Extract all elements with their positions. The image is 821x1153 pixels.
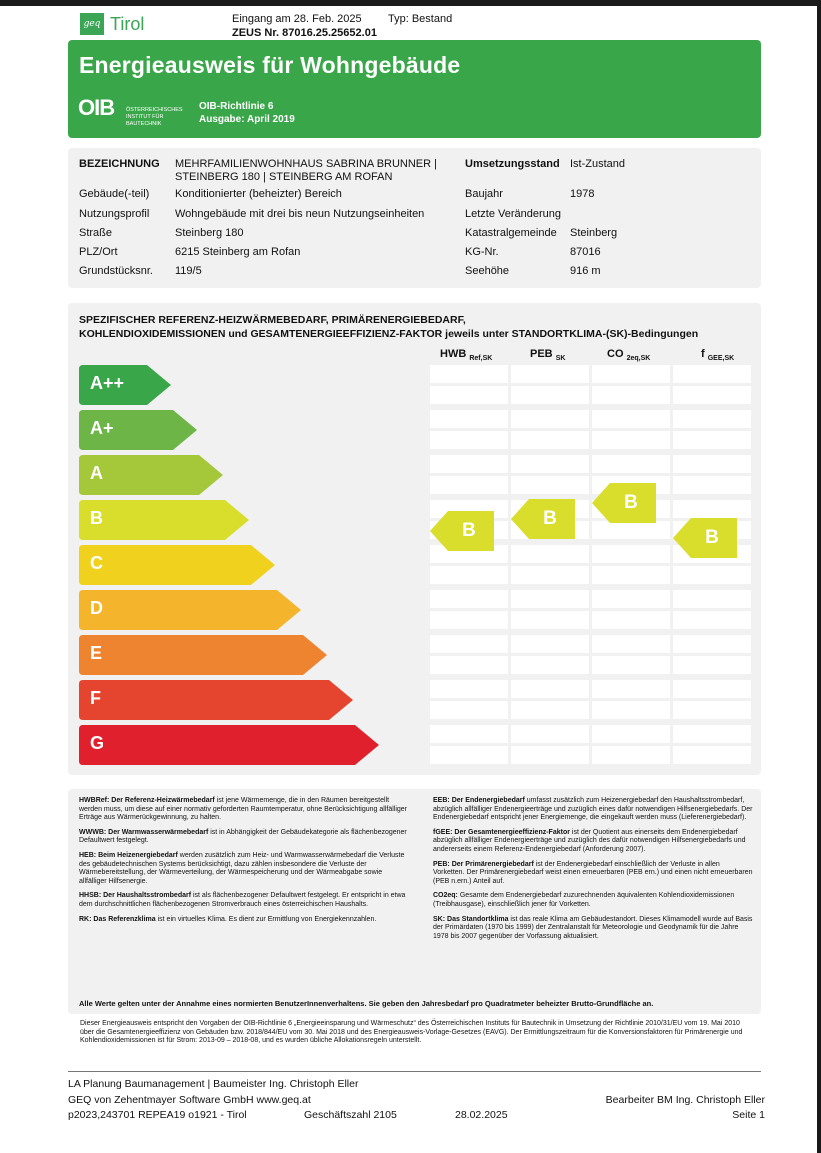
- class-label: A+: [90, 418, 114, 438]
- legend-panel: [68, 789, 761, 1014]
- value-gebaeude: Konditionierter (beheizter) Bereich: [175, 188, 342, 200]
- grid-cell: [592, 656, 670, 674]
- label-katastralgemeinde: Katastralgemeinde: [465, 227, 557, 239]
- grid-cell: [511, 386, 589, 404]
- grid-cell: [673, 431, 751, 449]
- label-strasse: Straße: [79, 227, 113, 239]
- grid-cell: [673, 611, 751, 629]
- value-katastralgemeinde: Steinberg: [570, 227, 618, 239]
- grid-cell: [430, 635, 508, 653]
- rating-marker-co2: [592, 483, 670, 523]
- grid-cell: [592, 701, 670, 719]
- title-banner: [68, 40, 761, 138]
- class-bar-aplus: [79, 410, 197, 450]
- energy-title-line2: KOHLENDIOXIDEMISSIONEN und GESAMTENERGIEEFFIZIENZ-FAKTOR jeweils unter STANDORTKLIMA-(SK)-Bedingungen: [79, 328, 699, 340]
- col-header-fgee: f $_{GEE,SK}$: [701, 348, 735, 363]
- edition: Ausgabe: April 2019: [199, 114, 295, 125]
- grid-cell: [511, 431, 589, 449]
- grid-cell: [673, 566, 751, 584]
- rating-value: B: [462, 520, 476, 541]
- grid-cell: [592, 521, 670, 539]
- legend-heb: HEB: Beim Heizenergiebedarf werden zusätzlich zum Heiz- und Warmwasserwärmebedarf die Verluste des gebäudetechnischen Systems berücksichtigt, dazu zählen insbesondere die Verluste der Wärmebereitstellung, der Wärmeverteilung, der Wärmespeicherung und der Wärmeabgabe sowie allfälliger Hilfsenergie.: [79, 851, 405, 885]
- grid-cell: [673, 476, 751, 494]
- value-nutzungsprofil: Wohngebäude mit drei bis neun Nutzungseinheiten: [175, 208, 425, 220]
- grid-cell: [673, 656, 751, 674]
- class-label: E: [90, 643, 103, 663]
- energy-title-line1: SPEZIFISCHER REFERENZ-HEIZWÄRMEBEDARF, PRIMÄRENERGIEBEDARF,: [79, 314, 466, 326]
- grid-cell: [592, 635, 670, 653]
- legend-peb: PEB: Der Primärenergiebedarf ist der Endenergiebedarf einschließlich der Verluste in allen Vorketten. Der Primärenergiebedarf weist einen erneuerbaren (PEB ern.) und einen nicht erneuerbaren (PEB n.ern.) Anteil auf.: [433, 860, 753, 885]
- notice: Alle Werte gelten unter der Annahme eines normierten BenutzerInnenverhaltens. Sie geben den Jahresbedarf pro Quadratmeter beheizter Brutto-Grundfläche an.: [79, 999, 654, 1008]
- rating-marker-peb: [511, 499, 589, 539]
- footer-divider: [68, 1071, 761, 1072]
- grid-cell: [673, 746, 751, 764]
- class-label: D: [90, 598, 103, 618]
- label-grundstuecksnr: Grundstücksnr.: [79, 265, 153, 277]
- rating-marker-hwb: [430, 511, 508, 551]
- legend-hwb: HWBRef: Der Referenz-Heizwärmebedarf ist jene Wärmemenge, die in den Räumen bereitgestellt werden muss, um diese auf einer normativ geforderten Raumtemperatur, ohne Berücksichtigung allfälliger Erträge aus Wärmerückgewinnung, zu halten.: [79, 797, 408, 822]
- legend-hhsb: HHSB: Der Haushaltsstrombedarf ist als flächenbezogener Defaultwert festgelegt. Er entspricht in etwa dem durchschnittlichen flächenbezogenen Stromverbrauch eines österreichischen Haushalts.: [79, 892, 406, 908]
- top-edge: [0, 0, 821, 6]
- col-header-peb: PEB $_{SK}$: [530, 348, 566, 363]
- guideline: OIB-Richtlinie 6: [199, 101, 274, 112]
- grid-cell: [592, 590, 670, 608]
- grid-cell: [673, 500, 751, 518]
- energy-rating-panel: [68, 303, 761, 775]
- grid-cell: [511, 455, 589, 473]
- geq-tirol-logo: [80, 13, 144, 35]
- legend-left: [79, 797, 409, 924]
- oib-logo: OIB: [78, 95, 115, 120]
- footer-software: GEQ von Zehentmayer Software GmbH www.geq.at: [68, 1094, 311, 1106]
- logo-text: Tirol: [110, 13, 145, 34]
- grid-cell: [592, 386, 670, 404]
- footer-company: LA Planung Baumanagement | Baumeister Ing. Christoph Eller: [68, 1078, 359, 1090]
- grid-cell: [511, 545, 589, 563]
- label-plz-ort: PLZ/Ort: [79, 246, 118, 258]
- grid-cell: [430, 590, 508, 608]
- grid-cell: [430, 455, 508, 473]
- grid-cell: [592, 545, 670, 563]
- grid-cell: [430, 566, 508, 584]
- grid-cell: [511, 725, 589, 743]
- grid-cell: [592, 455, 670, 473]
- legend-fgee: fGEE: Der Gesamtenergieeffizienz-Faktor ist der Quotient aus einerseits dem Endenergiebedarf abzüglich allfälliger Endenergieerträge und zuzüglich des dafür notwendigen Hilfsenergiebedarfs und andererseits einem Referenz-Endenergiebedarf (Anforderung 2007).: [433, 828, 746, 853]
- footer-code: p2023,243701 REPEA19 o1921 - Tirol: [68, 1109, 247, 1121]
- legend-sk: SK: Das Standortklima ist das reale Klima am Gebäudestandort. Dieses Klimamodell wurde auf Basis der Primärdaten (1970 bis 1999) der Zentralanstalt für Meteorologie und Geodynamik für die Jahre 1978 bis 2007 gegenüber der Vorfassung aktualisiert.: [433, 915, 753, 940]
- oib-institute: ÖSTERREICHISCHES INSTITUT FÜR BAUTECHNIK: [126, 107, 183, 127]
- value-bezeichnung: MEHRFAMILIENWOHNHAUS SABRINA BRUNNER | STEINBERG 180 | STEINBERG AM ROFAN: [175, 158, 438, 183]
- grid-cell: [430, 476, 508, 494]
- grid-cell: [511, 656, 589, 674]
- grid-cell: [592, 410, 670, 428]
- grid-cell: [673, 455, 751, 473]
- class-bar-d: [79, 590, 301, 630]
- class-bar-c: [79, 545, 275, 585]
- grid-cell: [511, 566, 589, 584]
- value-seehoehe: 916 m: [570, 265, 601, 277]
- grid-cell: [430, 656, 508, 674]
- class-bar-aplusplus: [79, 365, 171, 405]
- building-info-panel: [68, 148, 761, 288]
- label-umsetzungsstand: Umsetzungsstand: [465, 158, 560, 170]
- grid-cell: [511, 746, 589, 764]
- right-edge: [817, 0, 821, 1153]
- label-gebaeude: Gebäude(-teil): [79, 188, 150, 200]
- footer-author: Bearbeiter BM Ing. Christoph Eller: [605, 1094, 765, 1106]
- footer-date: 28.02.2025: [455, 1109, 508, 1121]
- rating-value: B: [705, 527, 719, 548]
- grid-cell: [430, 746, 508, 764]
- rating-value: B: [624, 492, 638, 513]
- grid-cell: [592, 746, 670, 764]
- header-info: [232, 12, 453, 40]
- legend-co2eq: CO2eq: Gesamte dem Endenergiebedarf zuzurechnenden äquivalenten Kohlendioxidemissionen (Treibhausgase), einschließlich jener für Vorketten.: [433, 892, 735, 908]
- class-bar-a: [79, 455, 223, 495]
- guideline-info: [199, 100, 295, 126]
- grid-cell: [430, 365, 508, 383]
- grid-cell: [430, 611, 508, 629]
- grid-cell: [592, 725, 670, 743]
- col-header-hwb: HWB $_{Ref,SK}$: [440, 348, 493, 363]
- label-bezeichnung: BEZEICHNUNG: [79, 158, 160, 170]
- page-title: Energieausweis für Wohngebäude: [79, 52, 461, 78]
- grid-cell: [673, 410, 751, 428]
- legend-eeb: EEB: Der Endenergiebedarf umfasst zusätzlich zum Heizenergiebedarf den Haushaltsstrombedarf, abzüglich allfälliger Endenergieerträge und zuzüglich eines dafür notwendigen Hilfsenergiebedarfs. Der Endenergiebedarf entspricht jener Energiemenge, die eingekauft werden muss (Lieferenergiebedarf).: [433, 797, 753, 822]
- value-strasse: Steinberg 180: [175, 227, 244, 239]
- footer-case-number: Geschäftszahl 2105: [304, 1109, 397, 1121]
- class-label: A++: [90, 373, 125, 393]
- value-umsetzungsstand: Ist-Zustand: [570, 158, 626, 170]
- class-label: A: [90, 463, 103, 483]
- label-nutzungsprofil: Nutzungsprofil: [79, 208, 150, 220]
- value-grundstuecksnr: 119/5: [175, 265, 202, 277]
- grid-cell: [511, 611, 589, 629]
- grid-cell: [592, 611, 670, 629]
- value-plz-ort: 6215 Steinberg am Rofan: [175, 246, 301, 258]
- received-date: Eingang am 28. Feb. 2025: [232, 13, 362, 25]
- zeus-number: ZEUS Nr. 87016.25.25652.01: [232, 27, 377, 39]
- footer-page: Seite 1: [732, 1109, 765, 1121]
- class-bar-g: [79, 725, 379, 765]
- grid-cell: [511, 590, 589, 608]
- grid-cell: [511, 476, 589, 494]
- grid-cell: [430, 725, 508, 743]
- col-header-co2: CO $_{2eq,SK}$: [607, 348, 651, 363]
- grid-cell: [511, 701, 589, 719]
- legend-rk: RK: Das Referenzklima ist ein virtuelles Klima. Es dient zur Ermittlung von Energiekennzahlen.: [79, 915, 377, 923]
- grid-cell: [592, 431, 670, 449]
- grid-cell: [511, 635, 589, 653]
- label-letzte-veraenderung: Letzte Veränderung: [465, 208, 562, 220]
- value-baujahr: 1978: [570, 188, 595, 200]
- grid-cell: [673, 680, 751, 698]
- grid-cell: [673, 635, 751, 653]
- grid-cell: [430, 410, 508, 428]
- rating-marker-fgee: [673, 518, 751, 558]
- class-bar-b: [79, 500, 249, 540]
- rating-value: B: [543, 508, 557, 529]
- class-label: B: [90, 508, 103, 528]
- class-bar-e: [79, 635, 327, 675]
- value-kg-nr: 87016: [570, 246, 601, 258]
- class-bar-f: [79, 680, 353, 720]
- grid-cell: [430, 386, 508, 404]
- label-kg-nr: KG-Nr.: [465, 246, 499, 258]
- label-baujahr: Baujahr: [465, 188, 503, 200]
- grid-cell: [430, 680, 508, 698]
- grid-cell: [430, 701, 508, 719]
- class-label: F: [90, 688, 101, 708]
- class-label: G: [90, 733, 105, 753]
- grid-cell: [430, 431, 508, 449]
- grid-cell: [592, 680, 670, 698]
- grid-cell: [592, 365, 670, 383]
- grid-cell: [673, 590, 751, 608]
- grid-cell: [673, 725, 751, 743]
- label-seehoehe: Seehöhe: [465, 265, 510, 277]
- grid-cell: [592, 566, 670, 584]
- geq-logo-mark: geq: [80, 13, 104, 35]
- grid-cell: [673, 365, 751, 383]
- grid-cell: [511, 410, 589, 428]
- disclaimer: Dieser Energieausweis entspricht den Vorgaben der OIB-Richtlinie 6 „Energieeinsparung und Wärmeschutz“ des Österreichischen Instituts für Bautechnik in Umsetzung der Richtlinie 2010/31/EU vom 19. Mai 2010 über die Gesamtenergieeffizienz von Gebäuden bzw. 2018/844/EU vom 30. Mai 2018 und des Energieausweis-Vorlage-Gesetzes (EAVG). Der Ermittlungszeitraum für die Konversionsfaktoren für Primärenergie und Kohlendioxidemissionen ist für Strom: 2013-09 – 2018-08, und es wurden übliche Allokationsregeln unterstellt.: [80, 1020, 743, 1045]
- legend-wwwb: WWWB: Der Warmwasserwärmebedarf ist in Abhängigkeit der Gebäudekategorie als flächenbezogener Defaultwert festgelegt.: [79, 828, 407, 845]
- certificate-type: Typ: Bestand: [388, 13, 453, 25]
- energy-title: [79, 313, 749, 341]
- grid-cell: [673, 386, 751, 404]
- grid-cell: [511, 680, 589, 698]
- grid-cell: [673, 701, 751, 719]
- class-label: C: [90, 553, 103, 573]
- grid-cell: [511, 365, 589, 383]
- legend-right: [433, 797, 753, 941]
